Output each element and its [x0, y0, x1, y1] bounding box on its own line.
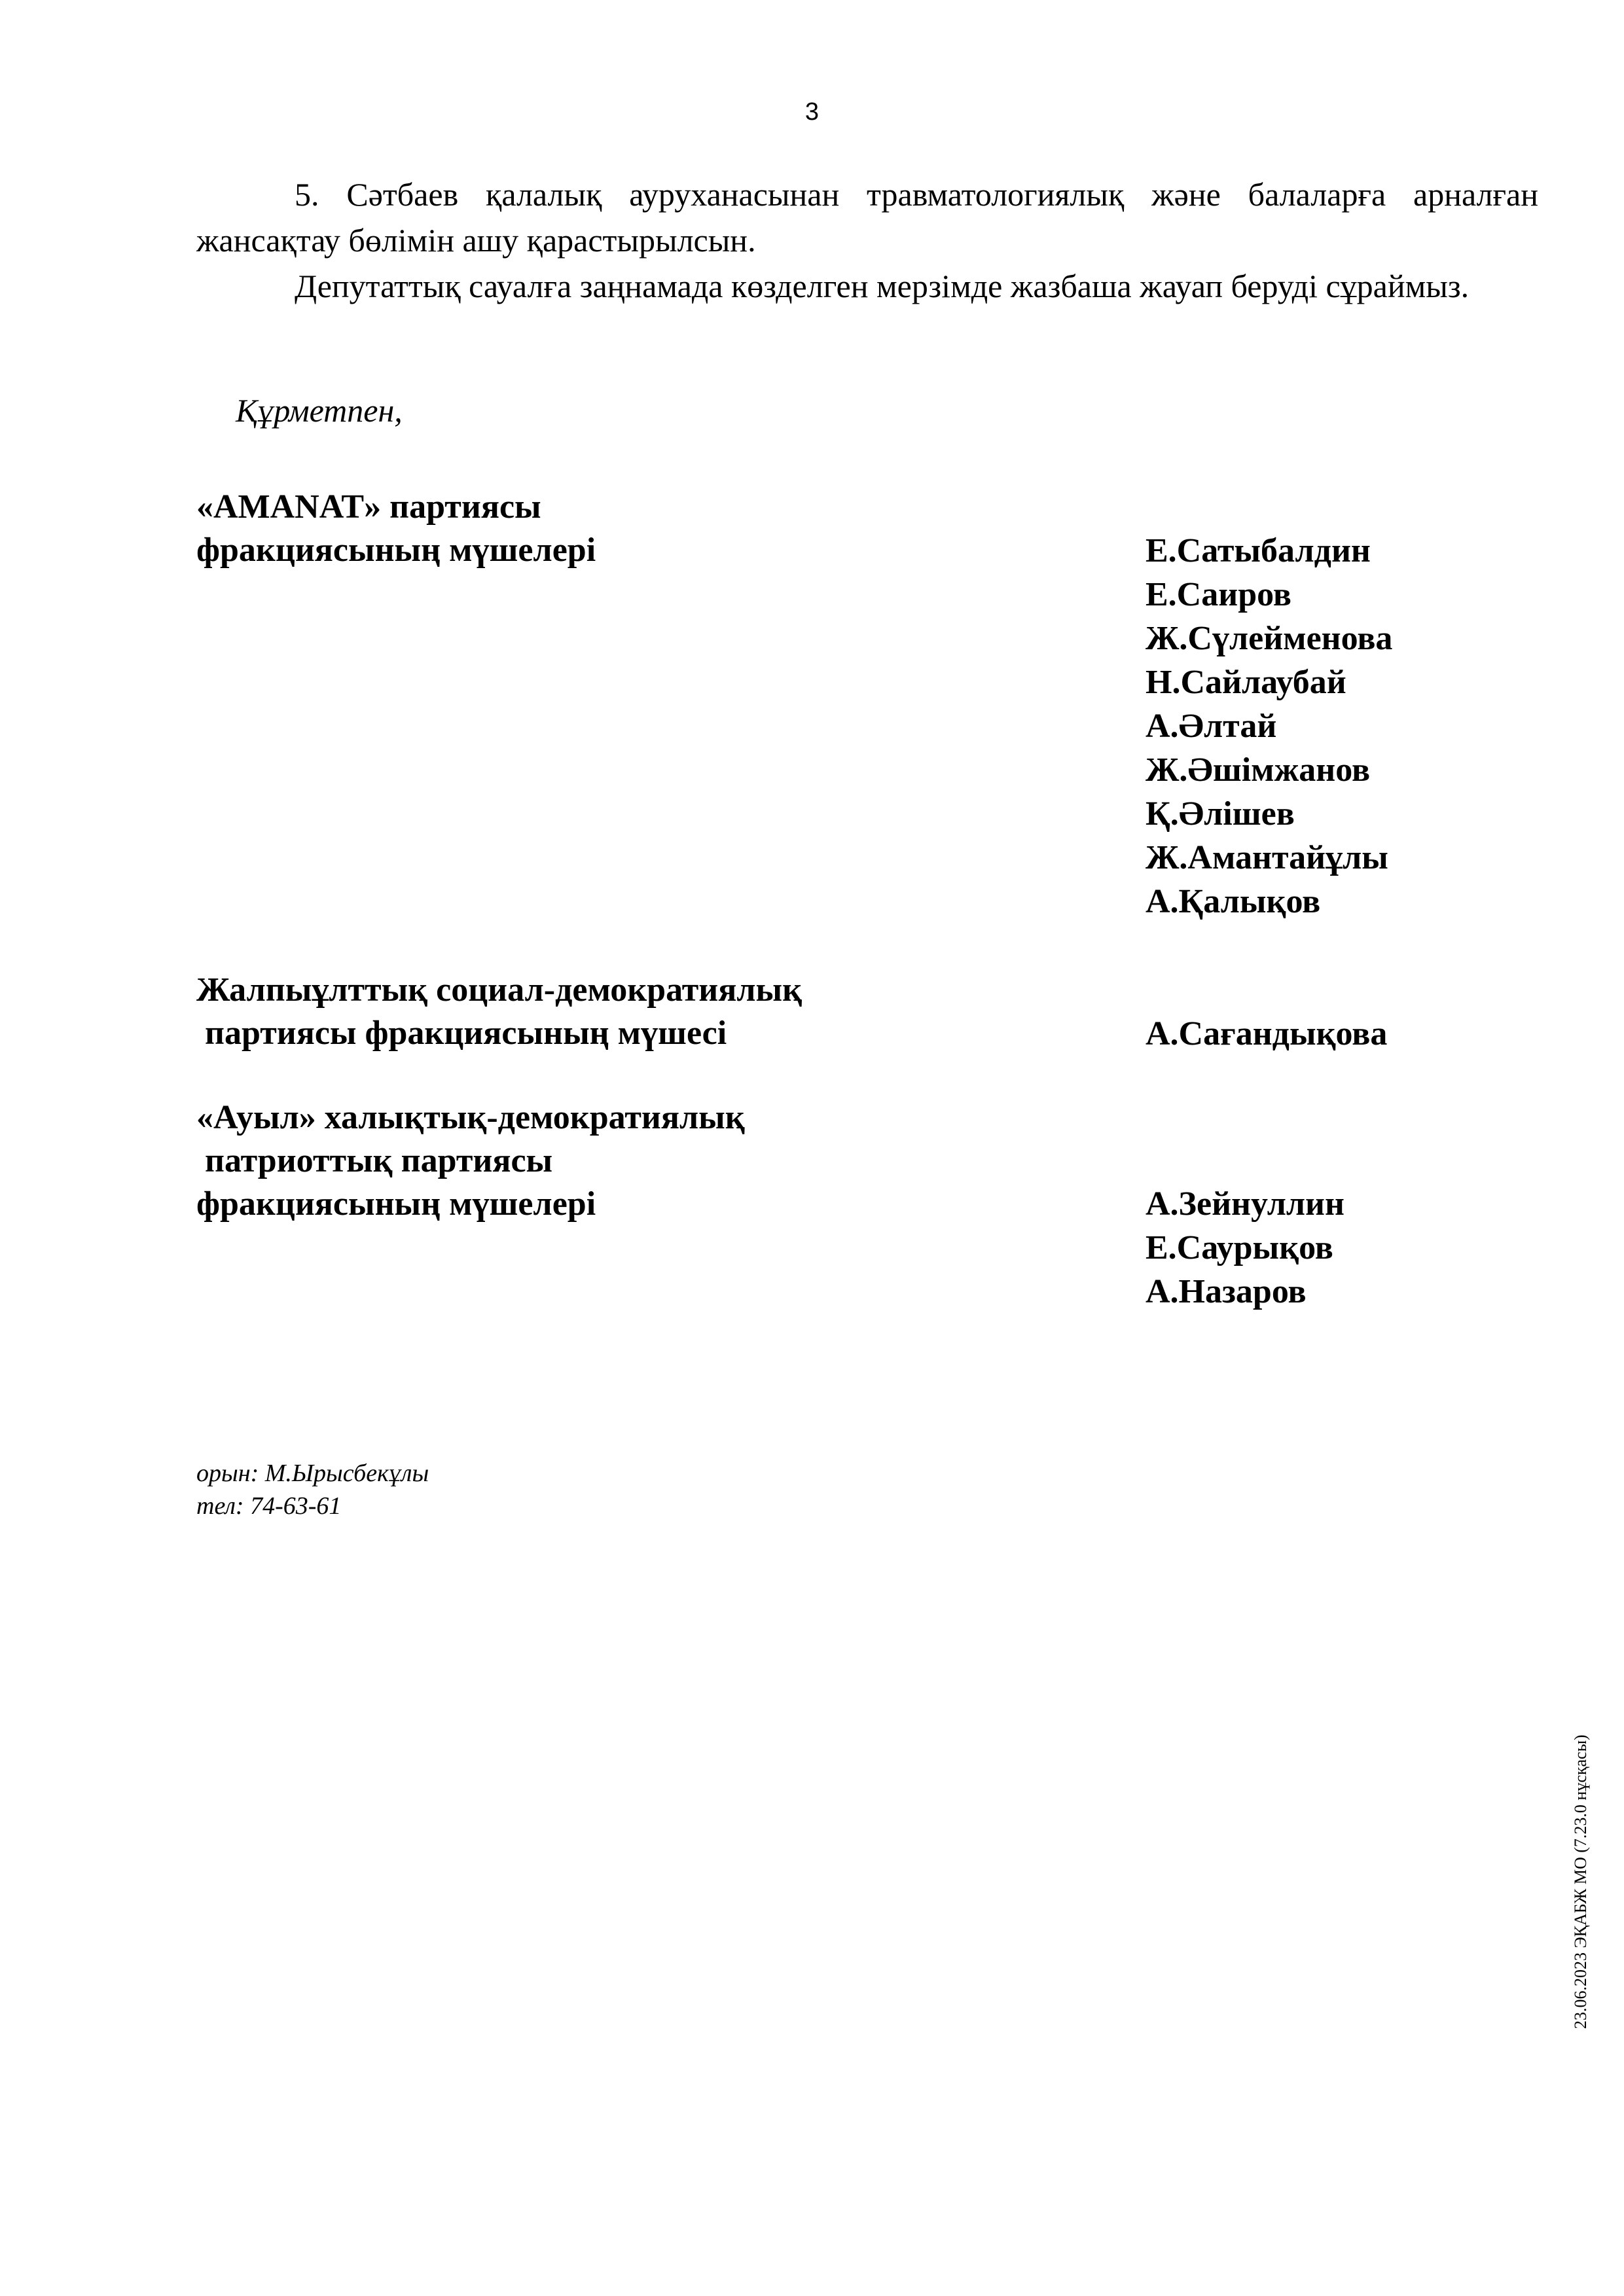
page-number: 3 [804, 98, 820, 126]
member-name: Ж.Сүлейменова [1146, 620, 1393, 657]
member-list [1146, 1012, 1387, 1056]
member-name: А.Сағандықова [1146, 1015, 1388, 1052]
member-name: Е.Сатыбалдин [1146, 532, 1371, 569]
member-list [1146, 529, 1392, 924]
request-body [196, 171, 1538, 309]
faction-label: «Ауыл» халықтық-демократиялық патриоттық партиясы фракциясының мүшелері [196, 1099, 745, 1223]
executor-info [196, 1457, 429, 1522]
paragraph-item-5: 5. Сәтбаев қалалық ауруханасынан травматологиялық және балаларға арналған жансақтау бөлімін ашу қарастырылсын. [196, 176, 1538, 259]
faction-label: Жалпыұлттық социал-демократиялық партиясы фракциясының мүшесі [196, 971, 803, 1052]
member-name: Ж.Амантайұлы [1146, 839, 1388, 876]
executor-phone: тел: 74-63-61 [196, 1492, 342, 1520]
member-name: Е.Саиров [1146, 576, 1291, 613]
member-name: А.Әлтай [1146, 708, 1277, 745]
member-name: Ж.Әшімжанов [1146, 751, 1371, 789]
member-name: А.Қалықов [1146, 883, 1321, 920]
member-name: Н.Сайлаубай [1146, 664, 1346, 701]
member-name: Е.Саурықов [1146, 1229, 1333, 1266]
member-name: А.Зейнуллин [1146, 1185, 1344, 1223]
system-stamp: 23.06.2023 ЭҚАБЖ МО (7.23.0 нұсқасы) [1571, 1734, 1590, 2029]
faction-label: «AMANAT» партиясы фракциясының мүшелері [196, 488, 596, 569]
member-name: А.Назаров [1146, 1273, 1307, 1310]
executor-name: орын: М.Ырысбекұлы [196, 1460, 429, 1487]
closing-salutation: Құрметпен, [236, 392, 403, 429]
paragraph-reply-request: Депутаттық сауалға заңнамада көзделген мерзімде жазбаша жауап беруді сұраймыз. [295, 268, 1470, 304]
member-name: Қ.Әлішев [1146, 795, 1295, 833]
member-list [1146, 1182, 1344, 1314]
